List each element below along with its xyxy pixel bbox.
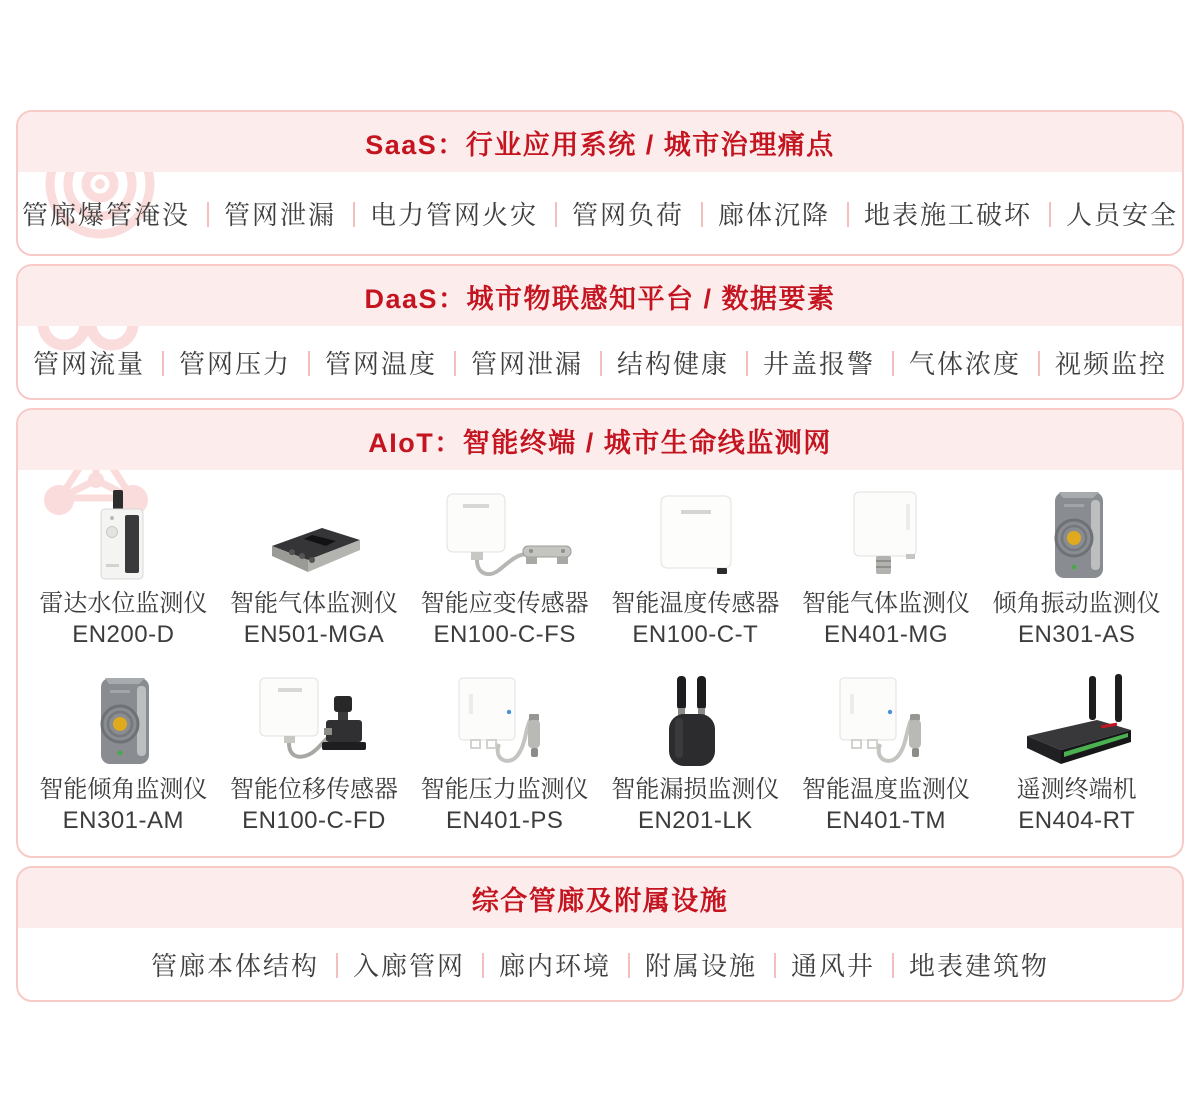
- data-element-item: 视频监控: [1055, 348, 1168, 379]
- section-saas: [16, 110, 1184, 256]
- facility-item: 通风井: [791, 946, 909, 983]
- product-model: EN200-D: [72, 621, 175, 648]
- pain-point-item: 管廊爆管淹没: [22, 195, 224, 232]
- product-name: 智能气体监测仪: [229, 590, 398, 617]
- temperature-sensor-panel-image: [615, 486, 775, 584]
- product-model: EN100-C-T: [632, 621, 759, 648]
- pain-point-item: 管网泄漏: [224, 195, 370, 232]
- section-saas-items: [18, 172, 1182, 254]
- product-model: EN100-C-FD: [242, 807, 386, 834]
- section-daas: [16, 264, 1184, 400]
- data-element-item: 气体浓度: [909, 344, 1055, 381]
- product-card: [600, 672, 791, 836]
- product-name: 雷达水位监测仪: [39, 590, 208, 617]
- product-name: 智能倾角监测仪: [39, 776, 208, 803]
- pressure-monitor-image: [425, 672, 585, 770]
- section-gallery-items: [18, 928, 1182, 1000]
- data-element-item: 管网流量: [33, 344, 179, 381]
- section-saas-header: [18, 112, 1182, 172]
- pain-point-item: 管网负荷: [572, 195, 718, 232]
- telemetry-terminal-image: [997, 672, 1157, 770]
- product-model: EN301-AM: [62, 807, 185, 834]
- product-model: EN501-MGA: [243, 621, 385, 648]
- product-name: 智能温度监测仪: [801, 776, 970, 803]
- product-card: [791, 672, 982, 836]
- pain-point-item: 人员安全: [1066, 199, 1179, 230]
- section-gallery-header: [18, 868, 1182, 928]
- pain-point-item: 廊体沉降: [718, 195, 864, 232]
- product-card: [219, 672, 410, 836]
- data-element-item: 管网泄漏: [471, 344, 617, 381]
- strain-sensor-image: [425, 486, 585, 584]
- product-card: [791, 486, 982, 650]
- tilt-vibration-monitor-image: [997, 486, 1157, 584]
- product-name: 智能气体监测仪: [801, 590, 970, 617]
- section-daas-header: [18, 266, 1182, 326]
- product-model: EN401-TM: [825, 807, 946, 834]
- product-grid: [18, 470, 1182, 856]
- section-saas-title: SaaS：行业应用系统 / 城市治理痛点: [365, 129, 835, 160]
- product-model: EN401-PS: [445, 807, 564, 834]
- product-name: 智能温度传感器: [611, 590, 780, 617]
- section-daas-title: DaaS：城市物联感知平台 / 数据要素: [364, 283, 836, 314]
- section-aiot-title: AIoT：智能终端 / 城市生命线监测网: [368, 427, 832, 458]
- product-card: [409, 672, 600, 836]
- pain-point-item: 电力管网火灾: [370, 195, 572, 232]
- product-model: EN100-C-FS: [433, 621, 576, 648]
- tilt-monitor-image: [43, 672, 203, 770]
- product-name: 智能压力监测仪: [420, 776, 589, 803]
- product-model: EN404-RT: [1018, 807, 1136, 834]
- facility-item: 入廊管网: [353, 946, 499, 983]
- data-element-item: 结构健康: [617, 344, 763, 381]
- product-name: 智能漏损监测仪: [611, 776, 780, 803]
- pain-point-item: 地表施工破坏: [864, 195, 1066, 232]
- facility-item: 管廊本体结构: [151, 946, 353, 983]
- product-card: [981, 672, 1172, 836]
- displacement-sensor-image: [234, 672, 394, 770]
- section-gallery-title: 综合管廊及附属设施: [471, 885, 729, 916]
- facility-item: 地表建筑物: [909, 950, 1050, 981]
- data-element-item: 井盖报警: [763, 344, 909, 381]
- product-card: [28, 486, 219, 650]
- facility-item: 附属设施: [645, 946, 791, 983]
- product-name: 智能应变传感器: [420, 590, 589, 617]
- section-gallery: [16, 866, 1184, 1002]
- product-name: 智能位移传感器: [229, 776, 398, 803]
- section-aiot: [16, 408, 1184, 858]
- product-model: EN401-MG: [823, 621, 949, 648]
- product-card: [28, 672, 219, 836]
- product-name: 遥测终端机: [1016, 776, 1137, 803]
- product-model: EN201-LK: [637, 807, 753, 834]
- gas-monitor-connector-image: [806, 486, 966, 584]
- temperature-monitor-image: [806, 672, 966, 770]
- product-card: [409, 486, 600, 650]
- product-card: [219, 486, 410, 650]
- section-daas-items: [18, 326, 1182, 398]
- leak-monitor-image: [615, 672, 775, 770]
- product-model: EN301-AS: [1017, 621, 1136, 648]
- product-card: [600, 486, 791, 650]
- radar-water-level-device-image: [43, 486, 203, 584]
- facility-item: 廊内环境: [499, 946, 645, 983]
- data-element-item: 管网压力: [179, 344, 325, 381]
- product-card: [981, 486, 1172, 650]
- data-element-item: 管网温度: [325, 344, 471, 381]
- product-name: 倾角振动监测仪: [992, 590, 1161, 617]
- gas-monitor-box-image: [234, 486, 394, 584]
- section-aiot-header: [18, 410, 1182, 470]
